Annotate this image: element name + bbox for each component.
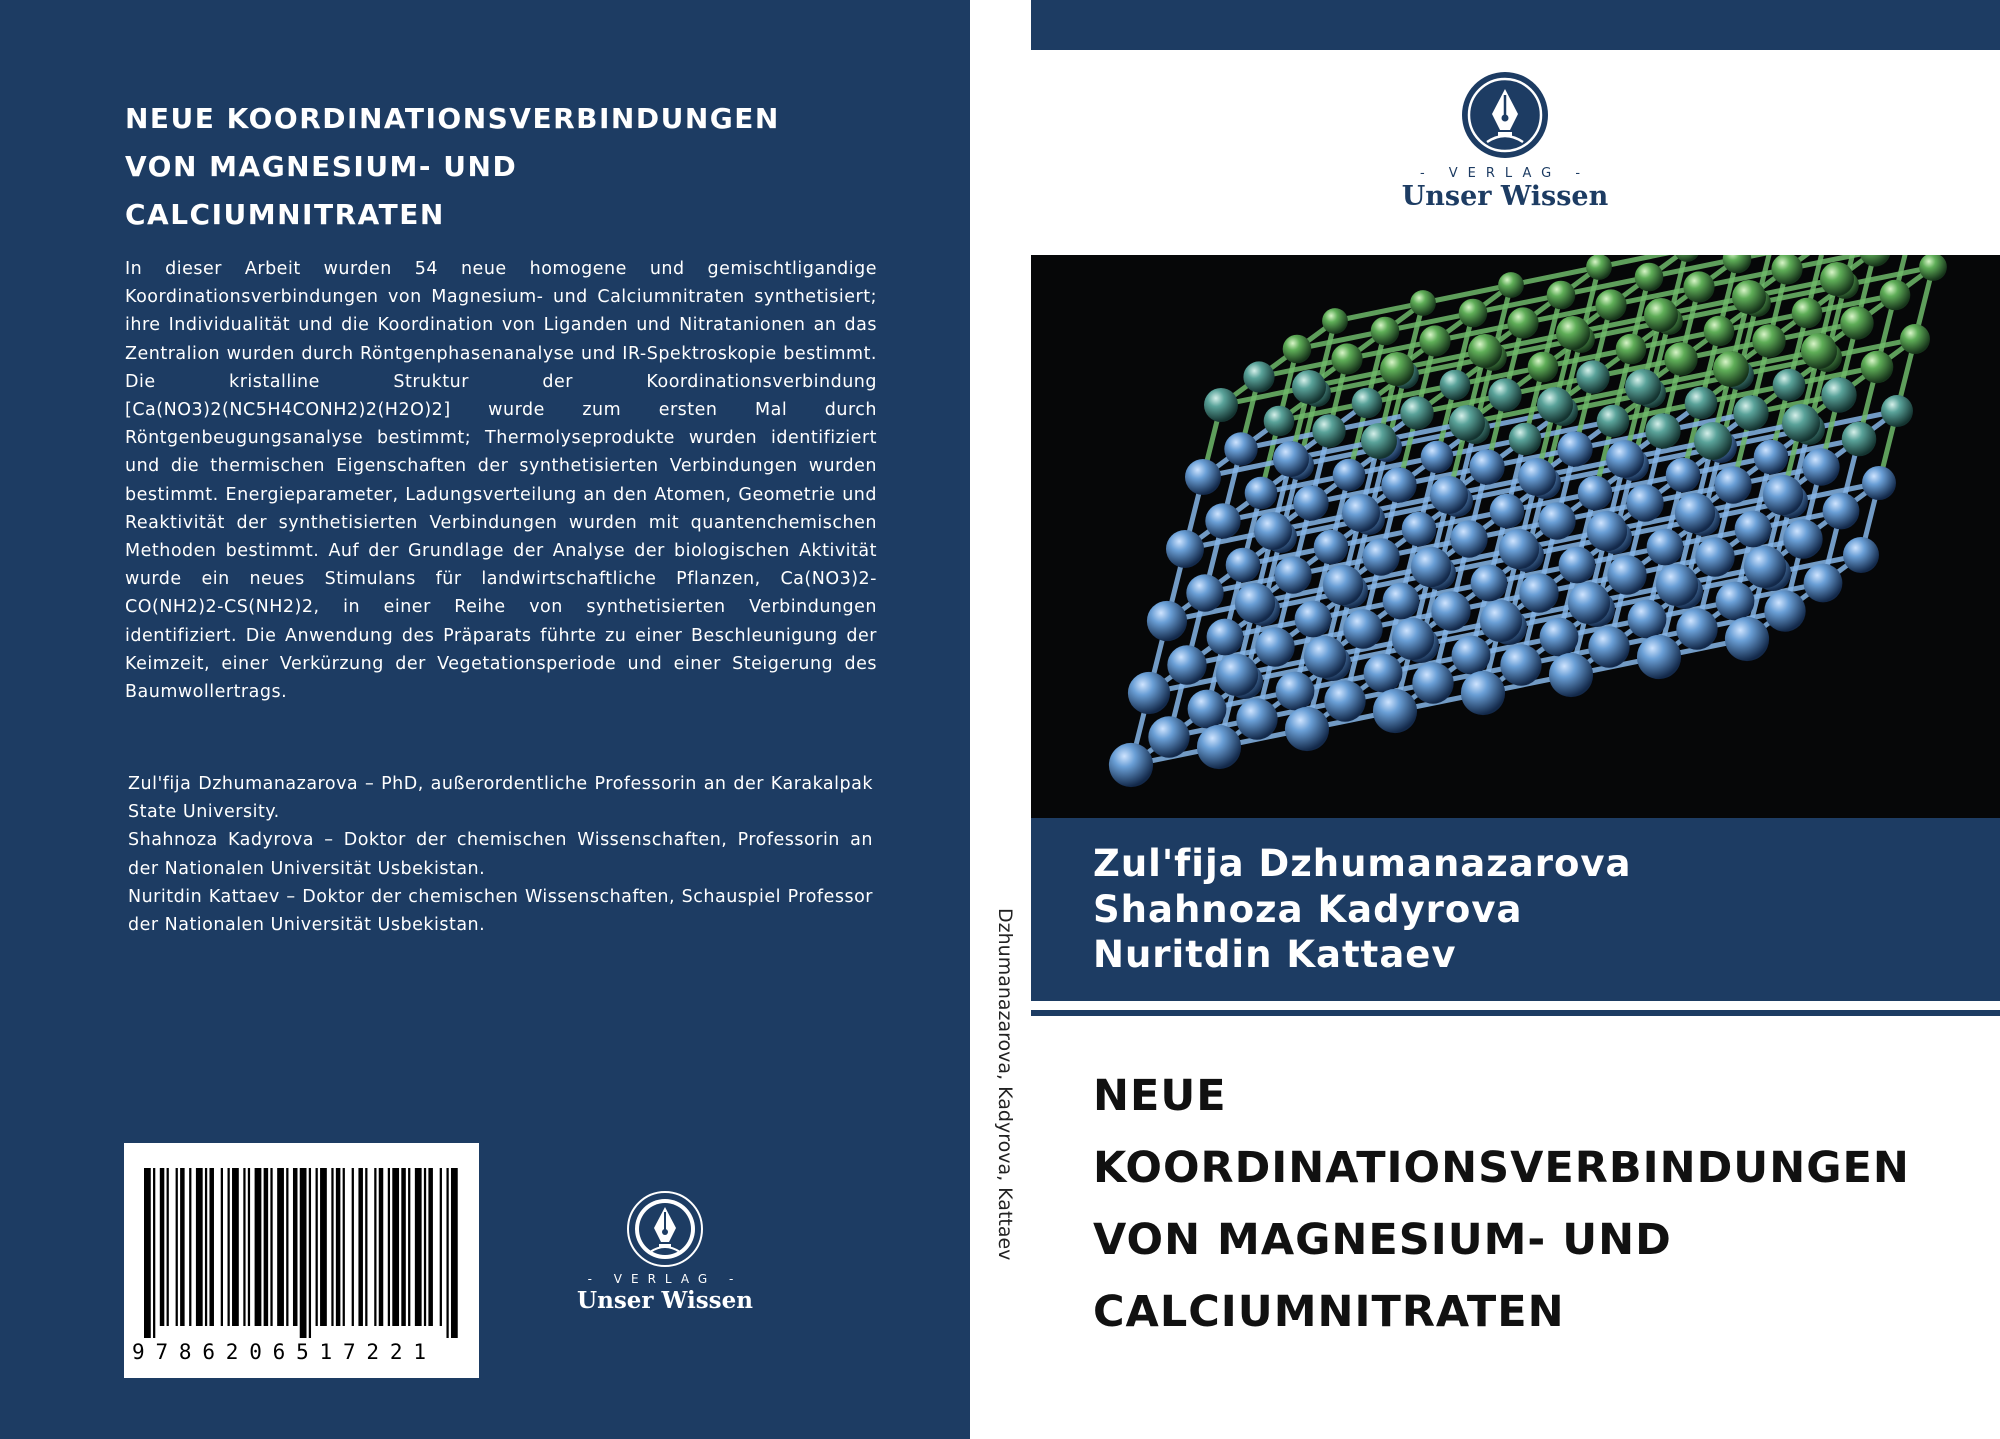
lattice-atom xyxy=(1276,672,1315,711)
lattice-atom xyxy=(1371,317,1400,346)
barcode-bar xyxy=(392,1168,399,1326)
lattice-atom xyxy=(1792,298,1823,329)
lattice-atom xyxy=(1128,672,1170,714)
barcode-bar xyxy=(446,1168,448,1338)
lattice-atom xyxy=(1645,413,1680,448)
lattice-atom xyxy=(1675,493,1715,533)
lattice-atom xyxy=(1607,555,1646,594)
author-bios xyxy=(128,770,873,939)
lattice-atom xyxy=(1148,716,1189,757)
back-cover-title xyxy=(125,95,885,239)
lattice-atom xyxy=(1683,271,1714,302)
front-title-line: VON MAGNESIUM- UND xyxy=(1093,1215,1672,1265)
barcode-bar xyxy=(144,1168,151,1338)
lattice-atom xyxy=(1392,618,1434,660)
lattice-atom xyxy=(1764,590,1805,631)
barcode-bar xyxy=(424,1168,426,1326)
lattice-atom xyxy=(1685,387,1718,420)
lattice-atom xyxy=(1666,458,1701,493)
lattice-atom xyxy=(1480,600,1522,642)
lattice-atom xyxy=(1185,459,1221,495)
barcode-bar xyxy=(316,1168,318,1326)
barcode-bar xyxy=(379,1168,384,1326)
lattice-atom xyxy=(1821,377,1856,412)
lattice-atom xyxy=(1440,370,1471,401)
lattice-atom xyxy=(1431,591,1470,630)
barcode-bar xyxy=(264,1168,269,1326)
lattice-atom xyxy=(1733,395,1768,430)
lattice-atom xyxy=(1625,369,1661,405)
lattice-atom xyxy=(1361,423,1397,459)
lattice-atom xyxy=(1881,395,1913,427)
back-title-line: NEUE KOORDINATIONSVERBINDUNGEN xyxy=(125,102,780,135)
barcode-bars xyxy=(144,1168,460,1338)
barcode-bar xyxy=(270,1168,272,1326)
lattice-atom xyxy=(1637,635,1681,679)
barcode-bar xyxy=(415,1168,422,1326)
lattice-atom xyxy=(1549,653,1593,697)
front-publisher-logo xyxy=(1400,70,1610,220)
barcode-bar xyxy=(176,1168,178,1326)
lattice-atom xyxy=(1452,636,1491,675)
lattice-atom xyxy=(1205,503,1240,538)
lattice-atom xyxy=(1704,316,1735,347)
front-cover-title xyxy=(1093,1060,1993,1348)
author-name: Nuritdin Kattaev xyxy=(1093,933,1457,976)
barcode-bar xyxy=(209,1168,214,1326)
lattice-atom xyxy=(1236,698,1277,739)
lattice-atom xyxy=(1226,548,1261,583)
lattice-atom xyxy=(1752,324,1785,357)
barcode-bar xyxy=(189,1168,191,1326)
lattice-atom xyxy=(1255,627,1294,666)
lattice-atom xyxy=(1540,618,1579,657)
barcode-bar xyxy=(293,1168,298,1326)
lattice-atom xyxy=(1324,680,1365,721)
barcode-bar xyxy=(160,1168,165,1326)
lattice-atom xyxy=(1732,280,1766,314)
lattice-atom xyxy=(1235,583,1275,623)
barcode-bar xyxy=(440,1168,442,1326)
barcode-bar xyxy=(180,1168,185,1326)
lattice-atom xyxy=(1518,458,1556,496)
lattice-atom xyxy=(1537,387,1573,423)
lattice-atom xyxy=(1656,564,1698,606)
back-cover xyxy=(0,0,970,1439)
lattice-atom xyxy=(1528,352,1559,383)
lattice-atom xyxy=(1802,448,1839,485)
lattice-atom xyxy=(1597,405,1630,438)
lattice-atom xyxy=(1635,263,1664,292)
lattice-atom xyxy=(1373,689,1417,733)
lattice-atom xyxy=(1449,405,1485,441)
lattice-atom xyxy=(1402,512,1437,547)
isbn-barcode xyxy=(124,1143,479,1378)
lattice-atom xyxy=(1167,645,1206,684)
lattice-atom xyxy=(1322,308,1348,334)
lattice-atom xyxy=(1606,440,1644,478)
front-title-line: CALCIUMNITRATEN xyxy=(1093,1287,1565,1337)
lattice-atom xyxy=(1362,538,1399,575)
lattice-atom xyxy=(1763,475,1803,515)
lattice-atom xyxy=(1304,636,1346,678)
lattice-atom xyxy=(1197,725,1241,769)
lattice-atom xyxy=(1295,601,1332,638)
barcode-bar xyxy=(331,1168,333,1326)
author-name: Shahnoza Kadyrova xyxy=(1093,888,1523,931)
barcode-bar xyxy=(205,1168,207,1326)
barcode-bar xyxy=(374,1168,376,1326)
lattice-atom xyxy=(1383,583,1420,620)
author-bio: Nuritdin Kattaev – Doktor der chemischen Wissenschaften, Schauspiel Professor der Nationalen Universität Usbekistan. xyxy=(128,886,873,936)
lattice-atom xyxy=(1421,441,1454,474)
barcode-bar xyxy=(277,1168,284,1326)
lattice-atom xyxy=(1380,352,1414,386)
lattice-atom xyxy=(1694,422,1732,460)
lattice-atom xyxy=(1578,476,1613,511)
lattice-atom xyxy=(1556,316,1590,350)
barcode-bar xyxy=(167,1168,169,1326)
lattice-atom xyxy=(1840,306,1873,339)
lattice-atom xyxy=(1264,406,1295,437)
lattice-atom xyxy=(1735,511,1772,548)
lattice-atom xyxy=(1469,449,1504,484)
publisher-name: Unser Wissen xyxy=(577,1287,753,1314)
author-bio: Zul'fija Dzhumanazarova – PhD, außerordentliche Professorin an der Karakalpak State University. xyxy=(128,774,873,823)
lattice-atom xyxy=(1714,466,1751,503)
lattice-atom xyxy=(1801,333,1837,369)
barcode-bar xyxy=(388,1168,390,1326)
lattice-atom xyxy=(1664,342,1697,375)
barcode-bar xyxy=(300,1168,307,1338)
barcode-bar xyxy=(255,1168,262,1326)
lattice-atom xyxy=(1616,334,1647,365)
lattice-atom xyxy=(1293,485,1328,520)
lattice-atom xyxy=(1243,361,1274,392)
lattice-atom xyxy=(1412,662,1453,703)
lattice-atom xyxy=(1461,671,1505,715)
lattice-atom xyxy=(1773,369,1806,402)
lattice-atom xyxy=(1576,360,1609,393)
crystal-lattice-image xyxy=(1031,255,2000,818)
lattice-atom xyxy=(1782,404,1820,442)
lattice-atom xyxy=(1843,537,1879,573)
lattice-atom xyxy=(1880,280,1911,311)
lattice-atom xyxy=(1716,582,1755,621)
barcode-bar xyxy=(343,1168,345,1326)
barcode-bar xyxy=(196,1168,203,1326)
lattice-atom xyxy=(1430,476,1468,514)
lattice-atom xyxy=(1314,530,1349,565)
author-name: Zul'fija Dzhumanazarova xyxy=(1093,842,1632,885)
lattice-atom xyxy=(1216,654,1258,696)
divider-rule xyxy=(1031,1010,2000,1016)
lattice-atom xyxy=(1188,690,1227,729)
barcode-bar xyxy=(401,1168,406,1326)
lattice-atom xyxy=(1861,351,1894,384)
barcode-bar xyxy=(408,1168,410,1326)
lattice-atom xyxy=(1147,601,1187,641)
back-cover-abstract: In dieser Arbeit wurden 54 neue homogene und gemischtligandige Koordinationsverbindungen von Magnesium- und Calciumnitraten synthetisiert; ihre Individualität und die Koordination von Liganden und Nitratanionen an das Zentralion wurden durch Röntgenphasenanalyse und IR-Spektroskopie bestimmt. Die kristalline Struktur der Koordinationsverbindung [Ca(NO3)2(NC5H4CONH2)2(H2O)2] wurde zum ersten Mal durch Röntgenbeugungsanalyse bestimmt; Thermolyseprodukte wurden identifiziert und die thermischen Eigenschaften der synthetisierten Verbindungen wurden bestimmt. Energieparameter, Ladungsverteilung an den Atomen, Geometrie und Reaktivität der synthetisierten Verbindungen wurden mit quantenchemischen Methoden bestimmt. Auf der Grundlage der Analyse der biologischen Aktivität wurde ein neues Stimulans für landwirtschaftliche Pflanzen, Ca(NO3)2-CO(NH2)2-CS(NH2)2, in einer Reihe von synthetisierten Verbindungen identifiziert. Die Anwendung des Präparats führte zu einer Beschleunigung der Keimzeit, einer Verkürzung der Vegetationsperiode und einer Steigerung des Baumwollertrags. xyxy=(125,259,877,703)
fountain-pen-nib-icon xyxy=(1460,70,1550,160)
lattice-atom xyxy=(1488,378,1521,411)
lattice-atom xyxy=(1547,281,1576,310)
lattice-atom xyxy=(1342,494,1380,532)
lattice-atom xyxy=(1823,493,1860,530)
back-title-line: CALCIUMNITRATEN xyxy=(125,198,445,231)
lattice-atom xyxy=(1676,608,1717,649)
back-title-line: VON MAGNESIUM- UND xyxy=(125,150,518,183)
lattice-atom xyxy=(1538,502,1575,539)
isbn-digits: 9786206517221 xyxy=(132,1340,437,1364)
lattice-atom xyxy=(1820,262,1854,296)
lattice-atom xyxy=(1557,431,1592,466)
lattice-atom xyxy=(1292,370,1326,404)
lattice-atom xyxy=(1595,289,1626,320)
barcode-bar xyxy=(248,1168,250,1326)
lattice-atom xyxy=(1381,467,1416,502)
barcode-bar xyxy=(428,1168,433,1326)
barcode-bar xyxy=(309,1168,311,1338)
lattice-atom xyxy=(1411,547,1451,587)
lattice-atom xyxy=(1323,565,1363,605)
barcode-bar xyxy=(153,1168,155,1338)
lattice-atom xyxy=(1166,530,1204,568)
barcode-bar xyxy=(358,1168,363,1326)
back-publisher-logo xyxy=(570,1190,760,1320)
lattice-atom xyxy=(1568,582,1610,624)
lattice-atom xyxy=(1842,422,1877,457)
front-title-line: NEUE xyxy=(1093,1071,1227,1121)
lattice-atom xyxy=(1559,547,1596,584)
barcode-bar xyxy=(352,1168,354,1326)
lattice-atom xyxy=(1862,466,1896,500)
lattice-atom xyxy=(1364,654,1403,693)
lattice-atom xyxy=(1744,546,1786,588)
lattice-atom xyxy=(1783,519,1822,558)
lattice-atom xyxy=(1490,494,1525,529)
lattice-atom xyxy=(1586,255,1612,280)
front-title-line: KOORDINATIONSVERBINDUNGEN xyxy=(1093,1143,1910,1193)
barcode-bar xyxy=(243,1168,245,1326)
lattice-atom xyxy=(1626,484,1663,521)
lattice-atom xyxy=(1224,432,1257,465)
front-top-bar xyxy=(1031,0,2000,50)
lattice-atom xyxy=(1459,299,1488,328)
lattice-atom xyxy=(1204,388,1238,422)
barcode-bar xyxy=(228,1168,230,1326)
lattice-atom xyxy=(1400,396,1433,429)
lattice-atom xyxy=(1245,477,1278,510)
lattice-atom xyxy=(1754,440,1789,475)
barcode-bar xyxy=(336,1168,341,1326)
lattice-atom xyxy=(1509,423,1542,456)
publisher-name: Unser Wissen xyxy=(1401,181,1609,212)
lattice-atom xyxy=(1186,574,1223,611)
lattice-atom xyxy=(1207,619,1244,656)
lattice-atom xyxy=(1519,573,1558,612)
lattice-atom xyxy=(1471,565,1508,602)
barcode-bar xyxy=(365,1168,367,1326)
lattice-atom xyxy=(1273,441,1309,477)
lattice-atom xyxy=(1419,325,1450,356)
lattice-atom xyxy=(1498,272,1524,298)
lattice-atom xyxy=(1695,537,1734,576)
lattice-atom xyxy=(1900,324,1930,354)
lattice-atom xyxy=(1254,512,1292,550)
lattice-atom xyxy=(1468,334,1502,368)
lattice-atom xyxy=(1725,617,1769,661)
lattice-atom xyxy=(1331,343,1362,374)
lattice-atom xyxy=(1343,609,1382,648)
lattice-atom xyxy=(1587,511,1627,551)
lattice-atom xyxy=(1352,388,1383,419)
lattice-atom xyxy=(1109,743,1153,787)
lattice-atom xyxy=(1500,644,1541,685)
lattice-atom xyxy=(1499,529,1539,569)
lattice-atom xyxy=(1804,564,1843,603)
publisher-verlag-label: - VERLAG - xyxy=(587,1272,743,1286)
lattice-atom xyxy=(1285,707,1329,751)
barcode-bar xyxy=(232,1168,239,1326)
lattice-atom xyxy=(1410,290,1436,316)
lattice-atom xyxy=(1312,414,1345,447)
lattice-atom xyxy=(1274,556,1311,593)
lattice-atom xyxy=(1713,351,1749,387)
spine-authors: Dzhumanazarova, Kadyrova, Kattaev xyxy=(994,908,1016,1261)
barcode-bar xyxy=(451,1168,458,1338)
lattice-atom xyxy=(1450,520,1487,557)
lattice-atom xyxy=(1628,600,1667,639)
publisher-verlag-label: - VERLAG - xyxy=(1419,166,1591,181)
lattice-atom xyxy=(1644,298,1678,332)
barcode-bar xyxy=(286,1168,288,1326)
lattice-atom xyxy=(1647,529,1684,566)
lattice-atom xyxy=(1333,459,1366,492)
lattice-atom xyxy=(1507,307,1538,338)
barcode-bar xyxy=(320,1168,327,1326)
author-bio: Shahnoza Kadyrova – Doktor der chemischen Wissenschaften, Professorin an der Nationalen Universität Usbekistan. xyxy=(128,830,873,879)
lattice-atom xyxy=(1283,335,1312,364)
fountain-pen-nib-icon xyxy=(626,1190,704,1268)
lattice-atom xyxy=(1588,626,1629,667)
barcode-bar xyxy=(221,1168,223,1326)
